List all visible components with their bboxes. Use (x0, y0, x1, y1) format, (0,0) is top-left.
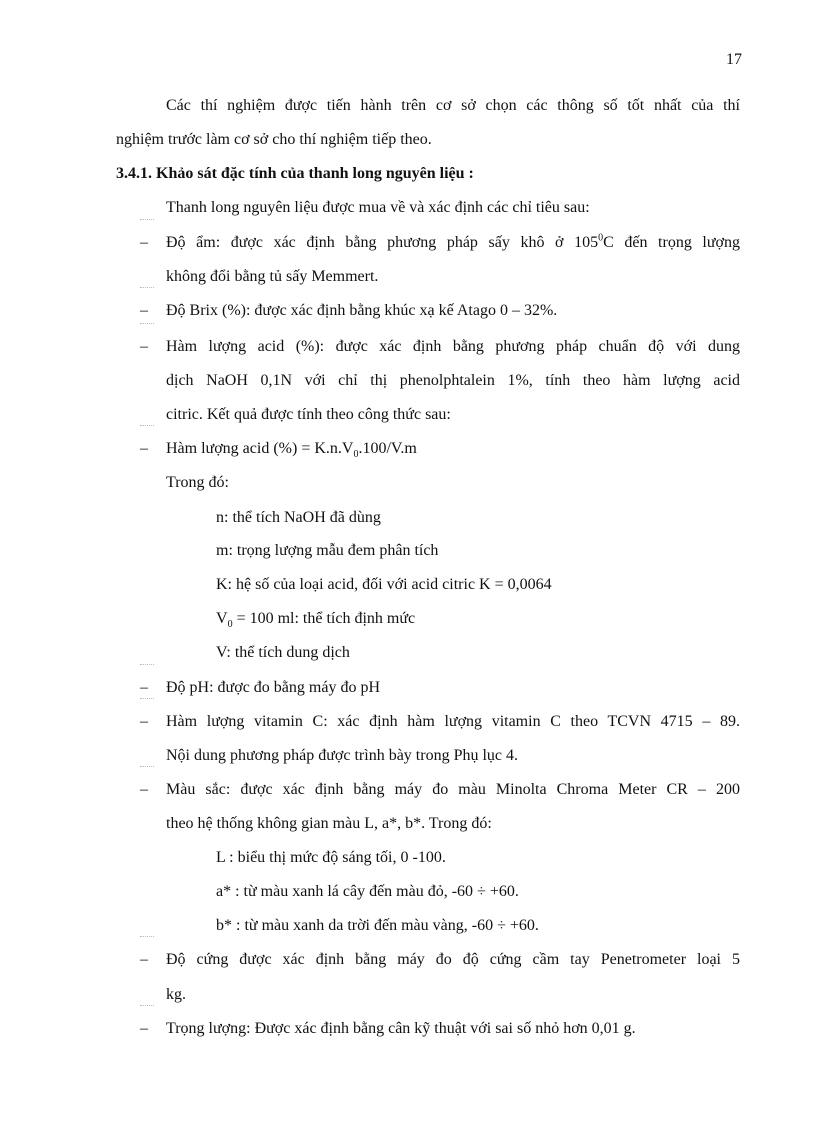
bullet-dash: – (140, 678, 160, 698)
bullet-dash: – (140, 1019, 160, 1039)
acid-line-3: citric. Kết quả được tính theo công thức sau: (166, 406, 451, 423)
formula-text-b: .100/V.m (358, 440, 417, 457)
v0-subscript: 0 (227, 619, 233, 631)
v0-symbol: V (216, 610, 228, 627)
moisture-superscript: 0 (598, 232, 604, 244)
where-label: Trong đó: (166, 474, 229, 491)
vitc-line-1: Hàm lượng vitamin C: xác định hàm lượng vitamin C theo TCVN 4715 – 89. (166, 713, 740, 730)
color-b: b* : từ màu xanh da trời đến màu vàng, -60 ÷ +60. (216, 917, 539, 934)
definition-m: m: trọng lượng mẫu đem phân tích (216, 542, 439, 559)
lead-sentence: Thanh long nguyên liệu được mua về và xác định các chỉ tiêu sau: (166, 199, 590, 216)
vitc-line-2: Nội dung phương pháp được trình bày trong Phụ lục 4. (166, 747, 519, 764)
intro-line-2: nghiệm trước làm cơ sở cho thí nghiệm tiếp theo. (116, 131, 432, 148)
color-a: a* : từ màu xanh lá cây đến màu đỏ, -60 ÷ +60. (216, 883, 519, 900)
brix-item: Độ Brix (%): được xác định bằng khúc xạ kế Atago 0 – 32%. (166, 302, 558, 319)
bullet-dash: – (140, 233, 160, 253)
bullet-dash: – (140, 712, 160, 732)
bullet-dash: – (140, 439, 160, 459)
acid-line-1: Hàm lượng acid (%): được xác định bằng phương pháp chuẩn độ với dung (166, 338, 740, 355)
v0-text: = 100 ml: thể tích định mức (232, 610, 416, 627)
bullet-dash: – (140, 950, 160, 970)
formula-subscript: 0 (353, 449, 359, 461)
bullet-dash: – (140, 301, 160, 321)
formula-text-a: Hàm lượng acid (%) = K.n.V (166, 440, 354, 457)
definition-k: K: hệ số của loại acid, đối với acid citric K = 0,0064 (216, 576, 552, 593)
page-number: 17 (726, 51, 742, 68)
bullet-dash: – (140, 780, 160, 800)
color-line-2: theo hệ thống không gian màu L, a*, b*. Trong đó: (166, 815, 492, 832)
definition-v: V: thể tích dung dịch (216, 644, 350, 661)
moisture-text-a: Độ ẩm: được xác định bằng phương pháp sấy khô ở 105 (166, 234, 599, 251)
acid-line-2: dịch NaOH 0,1N với chỉ thị phenolphtalein 1%, tính theo hàm lượng acid (166, 372, 740, 389)
hardness-line-2: kg. (166, 986, 186, 1003)
definition-v0 (216, 609, 415, 629)
section-heading: 3.4.1. Khảo sát đặc tính của thanh long nguyên liệu : (116, 165, 474, 182)
moisture-line-2: không đổi bằng tủ sấy Memmert. (166, 268, 379, 285)
moisture-text-b: C đến trọng lượng (603, 234, 740, 251)
intro-line-1: Các thí nghiệm được tiến hành trên cơ sở chọn các thông số tốt nhất của thí (166, 97, 740, 114)
hardness-line-1: Độ cứng được xác định bằng máy đo độ cứng cầm tay Penetrometer loại 5 (166, 951, 740, 968)
color-line-1: Màu sắc: được xác định bằng máy đo màu Minolta Chroma Meter CR – 200 (166, 781, 740, 798)
acid-formula (166, 439, 417, 459)
ph-item: Độ pH: được đo bằng máy đo pH (166, 679, 380, 696)
color-l: L : biểu thị mức độ sáng tối, 0 -100. (216, 849, 446, 866)
weight-item: Trọng lượng: Được xác định bằng cân kỹ thuật với sai số nhỏ hơn 0,01 g. (166, 1020, 636, 1037)
bullet-dash: – (140, 337, 160, 357)
definition-n: n: thể tích NaOH đã dùng (216, 509, 381, 526)
moisture-line-1 (166, 233, 740, 253)
